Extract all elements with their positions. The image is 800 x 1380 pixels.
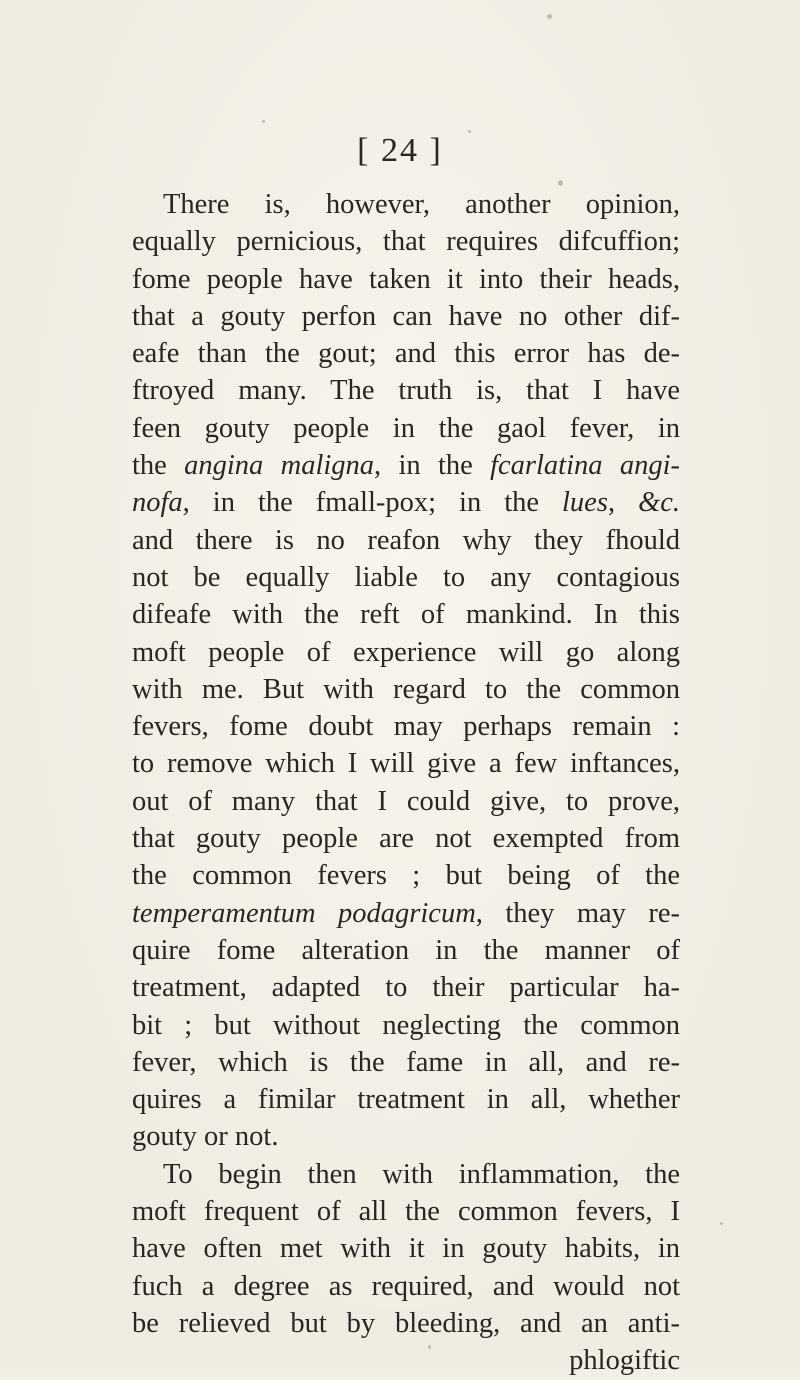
- text-segment: There is, however, another opinion,: [163, 189, 680, 220]
- text-segment: that gouty people are not exempted from: [132, 823, 680, 855]
- text-segment: that a gouty perfon can have no other dif-: [132, 300, 680, 332]
- italic-text: nofa: [132, 487, 183, 519]
- text-segment: the common fevers ; but being of the: [132, 860, 680, 892]
- text-segment: with me. But with regard to the common: [132, 673, 680, 705]
- text-segment: ftroyed many. The truth is, that I have: [132, 375, 680, 407]
- text-segment: moft people of experience will go along: [132, 636, 680, 668]
- italic-text: temperamentum podagricum: [132, 897, 476, 929]
- text-segment: , in the: [374, 450, 491, 482]
- paper-speck: [262, 120, 265, 123]
- text-segment: feen gouty people in the gaol fever, in: [132, 412, 680, 444]
- text-segment: and there is no reafon why they fhould: [132, 524, 680, 556]
- text-line: [132, 186, 680, 223]
- text-line: [132, 559, 680, 596]
- text-line: [132, 372, 680, 409]
- text-line: [132, 1193, 680, 1230]
- paper-speck: [720, 1222, 723, 1225]
- text-line: [132, 932, 680, 969]
- text-segment: treatment, adapted to their particular ha-: [132, 972, 680, 1004]
- text-segment: difeafe with the reft of mankind. In this: [132, 599, 680, 631]
- text-segment: gouty or not.: [132, 1121, 279, 1153]
- italic-text: angina maligna: [184, 450, 375, 482]
- text-line: [132, 857, 680, 894]
- text-line: [132, 1081, 680, 1118]
- text-line: [132, 634, 680, 671]
- text-line: [132, 1342, 680, 1379]
- paper-speck: [547, 14, 552, 19]
- text-line: [132, 671, 680, 708]
- text-segment: quires a fimilar treatment in all, whether: [132, 1084, 680, 1116]
- text-segment: to remove which I will give a few inftances,: [132, 748, 680, 780]
- text-segment: phlogiftic: [569, 1345, 680, 1377]
- italic-text: lues: [562, 487, 608, 519]
- text-line: [132, 895, 680, 932]
- text-line: [132, 410, 680, 447]
- text-line: [132, 1118, 680, 1155]
- text-segment: , in the fmall-pox; in the: [182, 487, 563, 519]
- text-line: [132, 1044, 680, 1081]
- text-segment: not be equally liable to any contagious: [132, 561, 680, 593]
- text-line: [132, 522, 680, 559]
- text-segment: To begin then with inflammation, the: [163, 1158, 680, 1190]
- text-segment: have often met with it in gouty habits, in: [132, 1233, 680, 1265]
- text-segment: be relieved but by bleeding, and an anti-: [132, 1307, 680, 1339]
- text-segment: the: [132, 450, 185, 482]
- text-segment: eafe than the gout; and this error has de-: [132, 338, 680, 370]
- text-segment: moft frequent of all the common fevers, I: [132, 1196, 680, 1228]
- text-line: [132, 1268, 680, 1305]
- body-text: [132, 186, 680, 1380]
- text-segment: fevers, fome doubt may perhaps remain :: [132, 711, 680, 743]
- text-line: [132, 298, 680, 335]
- text-line: [132, 1007, 680, 1044]
- italic-text: &c.: [638, 487, 681, 519]
- text-segment: out of many that I could give, to prove,: [132, 785, 680, 817]
- text-segment: bit ; but without neglecting the common: [132, 1009, 680, 1041]
- text-segment: , they may re-: [475, 897, 680, 929]
- text-line: [132, 447, 680, 484]
- text-line: [132, 596, 680, 633]
- text-line: [132, 969, 680, 1006]
- text-line: [132, 1305, 680, 1342]
- text-line: [132, 745, 680, 782]
- text-segment: ,: [607, 487, 639, 519]
- text-line: [132, 1230, 680, 1267]
- text-line: [132, 484, 680, 521]
- page-number: [ 24 ]: [357, 132, 443, 169]
- text-line: [132, 820, 680, 857]
- text-segment: fome people have taken it into their heads,: [132, 263, 680, 295]
- italic-text: fcarlatina angi-: [490, 450, 680, 482]
- text-segment: fever, which is the fame in all, and re-: [132, 1046, 680, 1078]
- text-line: [132, 223, 680, 260]
- text-line: [132, 261, 680, 298]
- text-line: [132, 783, 680, 820]
- text-segment: equally pernicious, that requires difcuffion;: [132, 226, 680, 258]
- text-line: [132, 1156, 680, 1193]
- text-line: [132, 335, 680, 372]
- text-segment: quire fome alteration in the manner of: [132, 934, 680, 966]
- text-segment: fuch a degree as required, and would not: [132, 1270, 680, 1302]
- text-line: [132, 708, 680, 745]
